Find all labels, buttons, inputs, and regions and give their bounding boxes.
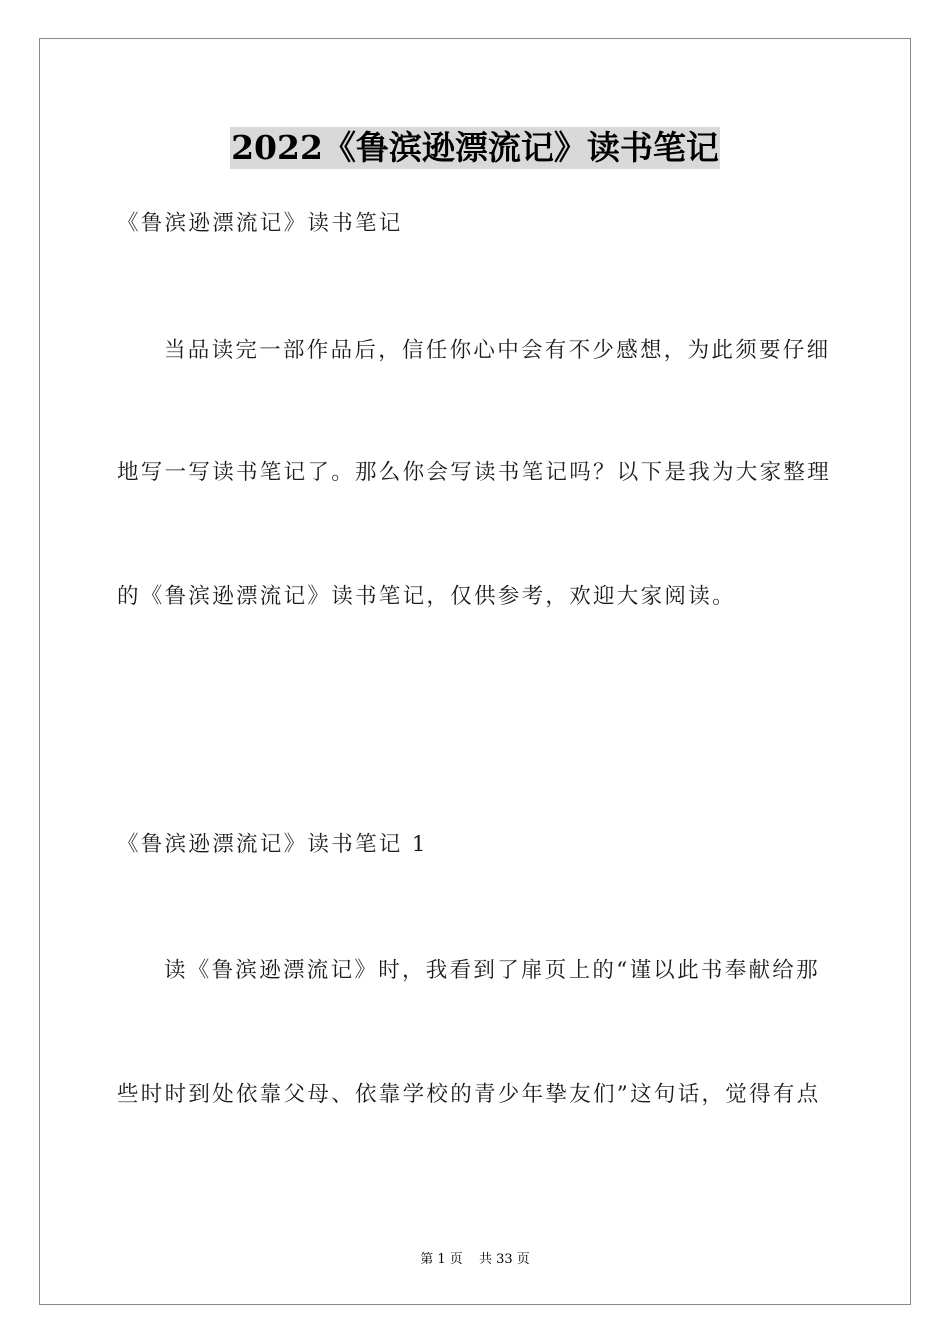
intro-line: 当品读完一部作品后，信任你心中会有不少感想，为此须要仔细 — [164, 338, 831, 363]
intro-line: 地写一写读书笔记了。那么你会写读书笔记吗？以下是我为大家整理 — [117, 460, 832, 485]
title-container — [0, 127, 950, 169]
page-total: 共 33 页 — [478, 1252, 530, 1267]
body-line: 些时时到处依靠父母、依靠学校的青少年挚友们”这句话，觉得有点 — [117, 1082, 821, 1107]
body-line: 读《鲁滨逊漂流记》时，我看到了扉页上的“谨以此书奉献给那 — [164, 958, 820, 983]
document-subtitle: 《鲁滨逊漂流记》读书笔记 — [117, 211, 403, 236]
intro-line: 的《鲁滨逊漂流记》读书笔记，仅供参考，欢迎大家阅读。 — [117, 584, 736, 609]
page-footer — [0, 1248, 950, 1267]
document-title: 2022《鲁滨逊漂流记》读书笔记 — [231, 128, 719, 167]
page-number: 第 1 页 — [420, 1252, 463, 1267]
section-heading: 《鲁滨逊漂流记》读书笔记 1 — [117, 832, 428, 857]
